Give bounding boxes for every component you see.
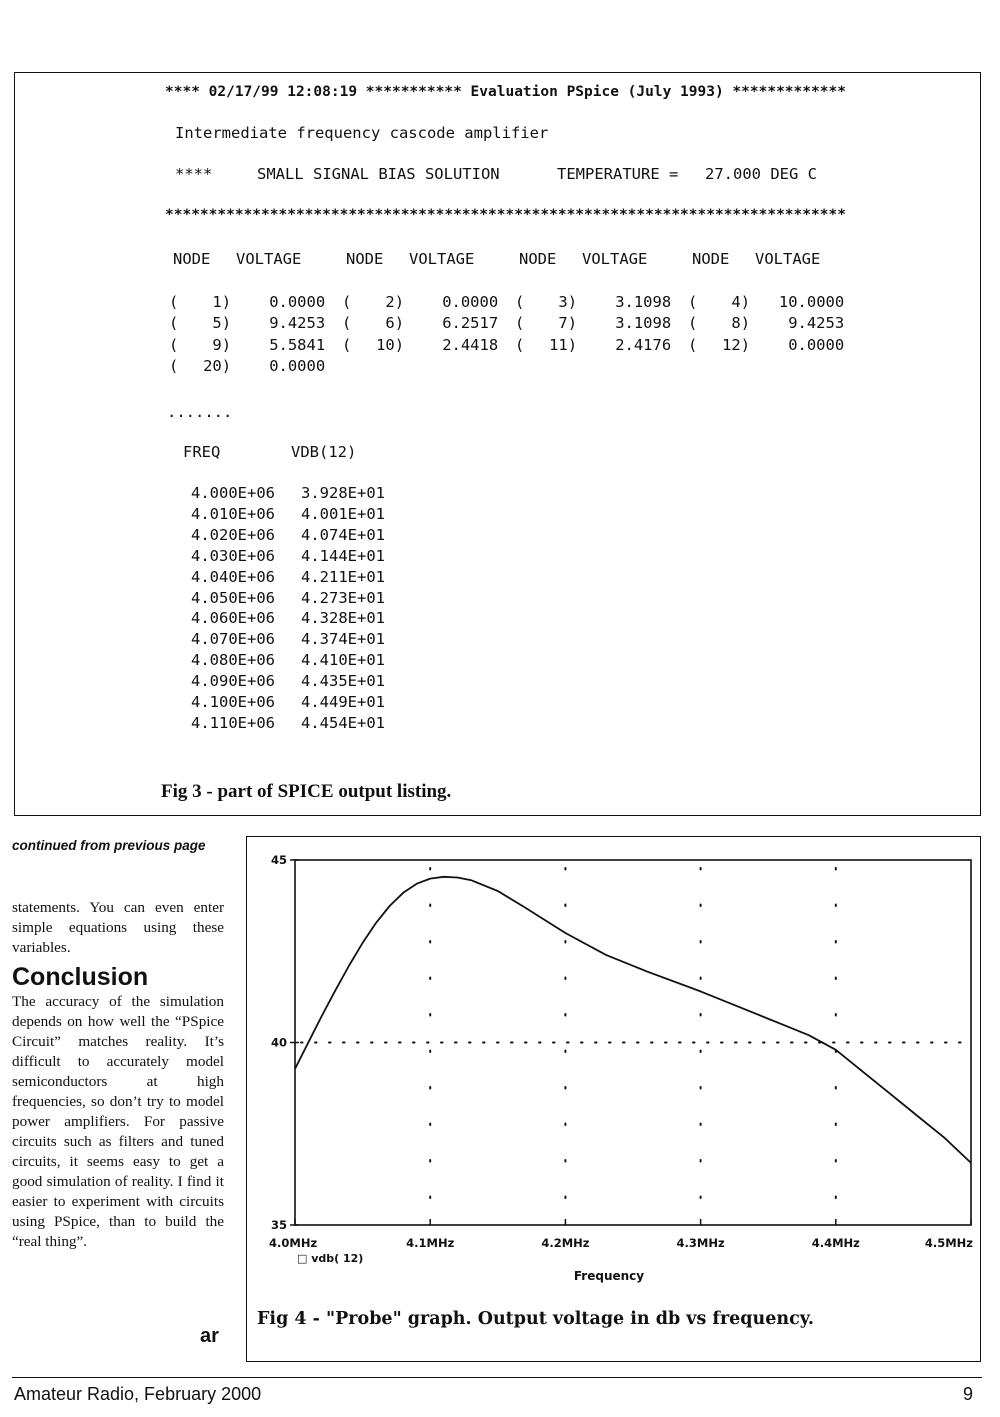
voltage-column-header: VOLTAGE: [236, 250, 302, 268]
freq-value: 4.030E+06: [191, 546, 275, 565]
x-tick-label: 4.2MHz: [541, 1236, 590, 1250]
node-column-header: NODE: [692, 250, 730, 268]
node-voltage: 3.1098: [615, 314, 672, 333]
vdb-header: VDB(12): [291, 443, 357, 461]
x-tick-label: 4.4MHz: [811, 1236, 860, 1250]
footer-rule: [12, 1377, 982, 1378]
x-axis-label: Frequency: [573, 1269, 645, 1283]
fig4-caption: Fig 4 - "Probe" graph. Output voltage in db vs frequency.: [257, 1309, 815, 1329]
y-tick-label: 40: [270, 1035, 287, 1050]
node-voltage: 9.4253: [788, 314, 845, 333]
paragraph-conclusion: The accuracy of the simulation depends on how well the “PSpice Circuit” matches reality. It’s difficult to accurately model semiconductors at high frequencies, so don’t try to model power amplifiers. For passive circuits such as filters and tuned circuits, it seems easy to get a good simulation of reality. I find it easier to experiment with circuits using PSpice, than to build the “real thing”.: [12, 993, 224, 1250]
x-tick-label: 4.5MHz: [924, 1236, 973, 1250]
x-tick-label: 4.0MHz: [269, 1236, 318, 1250]
fig3-caption: Fig 3 - part of SPICE output listing.: [161, 781, 452, 802]
legend-entry: □ vdb( 12): [297, 1252, 364, 1265]
node-number: 8): [731, 314, 751, 333]
node-voltage: 0.0000: [788, 335, 845, 354]
freq-value: 4.020E+06: [191, 525, 275, 544]
fig3-spice-listing: [14, 72, 981, 816]
node-voltage: 0.0000: [442, 293, 499, 311]
node-number: 6): [385, 314, 405, 333]
node-voltage: 6.2517: [442, 314, 499, 333]
node-paren: (: [688, 335, 698, 354]
freq-value: 4.070E+06: [191, 630, 275, 649]
node-column-header: NODE: [173, 250, 211, 268]
node-paren: (: [169, 314, 179, 333]
separator-line: ******************************************************************************: [165, 207, 846, 223]
vdb-value: 4.074E+01: [301, 525, 385, 544]
node-voltage: 0.0000: [269, 356, 326, 375]
node-number: 4): [731, 293, 751, 311]
freq-value: 4.080E+06: [191, 651, 275, 670]
article-column: [12, 838, 224, 1252]
section-stars: ****: [175, 165, 213, 183]
freq-value: 4.060E+06: [191, 609, 275, 628]
x-tick-label: 4.3MHz: [676, 1236, 725, 1250]
node-voltage: 10.0000: [778, 293, 845, 311]
node-number: 9): [212, 335, 232, 354]
probe-chart: [247, 837, 979, 1361]
vdb-value: 4.001E+01: [301, 504, 385, 523]
freq-header: FREQ: [183, 443, 221, 461]
plot-frame: [295, 860, 971, 1225]
node-number: 10): [376, 335, 405, 354]
article-end-mark: ar: [200, 1325, 219, 1347]
node-paren: (: [342, 314, 352, 333]
node-voltage: 9.4253: [269, 314, 326, 333]
node-number: 1): [212, 293, 232, 311]
node-number: 20): [203, 356, 232, 375]
section-name: SMALL SIGNAL BIAS SOLUTION: [257, 165, 500, 183]
y-tick-label: 45: [270, 853, 287, 867]
node-voltage: 2.4418: [442, 335, 499, 354]
vdb-value: 4.374E+01: [301, 630, 385, 649]
series-line-vdb12: [295, 877, 971, 1163]
node-paren: (: [169, 356, 179, 375]
node-paren: (: [688, 314, 698, 333]
continued-note: continued from previous page: [12, 838, 206, 853]
node-paren: (: [169, 293, 179, 311]
node-paren: (: [515, 314, 525, 333]
voltage-column-header: VOLTAGE: [582, 250, 648, 268]
circuit-title: Intermediate frequency cascode amplifier: [175, 124, 549, 142]
vdb-value: 4.144E+01: [301, 546, 385, 565]
node-paren: (: [169, 335, 179, 354]
page-number: 9: [963, 1384, 974, 1404]
listing-header-line: **** 02/17/99 12:08:19 *********** Evaluation PSpice (July 1993) *************: [165, 84, 846, 100]
vdb-value: 4.454E+01: [301, 713, 385, 732]
temperature-value: 27.000 DEG C: [705, 165, 817, 183]
vdb-value: 4.211E+01: [301, 567, 385, 586]
vdb-value: 4.410E+01: [301, 651, 385, 670]
node-number: 12): [722, 335, 751, 354]
voltage-column-header: VOLTAGE: [409, 250, 475, 268]
node-number: 3): [558, 293, 578, 311]
node-column-header: NODE: [346, 250, 384, 268]
node-number: 2): [385, 293, 405, 311]
freq-value: 4.040E+06: [191, 567, 275, 586]
vdb-value: 4.449E+01: [301, 693, 385, 711]
vdb-value: 4.328E+01: [301, 609, 385, 628]
node-paren: (: [688, 293, 698, 311]
freq-value: 4.090E+06: [191, 672, 275, 691]
paragraph-statements: statements. You can even enter simple equations using these variables.: [12, 899, 224, 956]
node-paren: (: [515, 293, 525, 311]
conclusion-heading: Conclusion: [12, 963, 149, 991]
freq-value: 4.110E+06: [191, 713, 275, 732]
vdb-value: 4.435E+01: [301, 672, 385, 691]
vdb-value: 3.928E+01: [301, 484, 385, 502]
temperature-label: TEMPERATURE =: [557, 165, 679, 183]
node-voltage: 0.0000: [269, 293, 326, 311]
listing-ellipsis: .......: [167, 403, 233, 421]
node-voltage: 5.5841: [269, 335, 326, 354]
node-number: 7): [558, 314, 578, 333]
x-tick-label: 4.1MHz: [406, 1236, 455, 1250]
fig4-probe-graph: [246, 836, 981, 1362]
freq-value: 4.100E+06: [191, 693, 275, 711]
node-column-header: NODE: [519, 250, 557, 268]
node-paren: (: [515, 335, 525, 354]
node-voltage: 2.4176: [615, 335, 672, 354]
freq-value: 4.050E+06: [191, 588, 275, 607]
node-paren: (: [342, 293, 352, 311]
voltage-column-header: VOLTAGE: [755, 250, 821, 268]
node-number: 11): [549, 335, 578, 354]
node-number: 5): [212, 314, 232, 333]
y-tick-label: 35: [270, 1218, 287, 1232]
publication-footer: Amateur Radio, February 2000: [14, 1384, 262, 1404]
vdb-value: 4.273E+01: [301, 588, 385, 607]
node-paren: (: [342, 335, 352, 354]
freq-value: 4.010E+06: [191, 504, 275, 523]
node-voltage: 3.1098: [615, 293, 672, 311]
freq-value: 4.000E+06: [191, 484, 275, 502]
